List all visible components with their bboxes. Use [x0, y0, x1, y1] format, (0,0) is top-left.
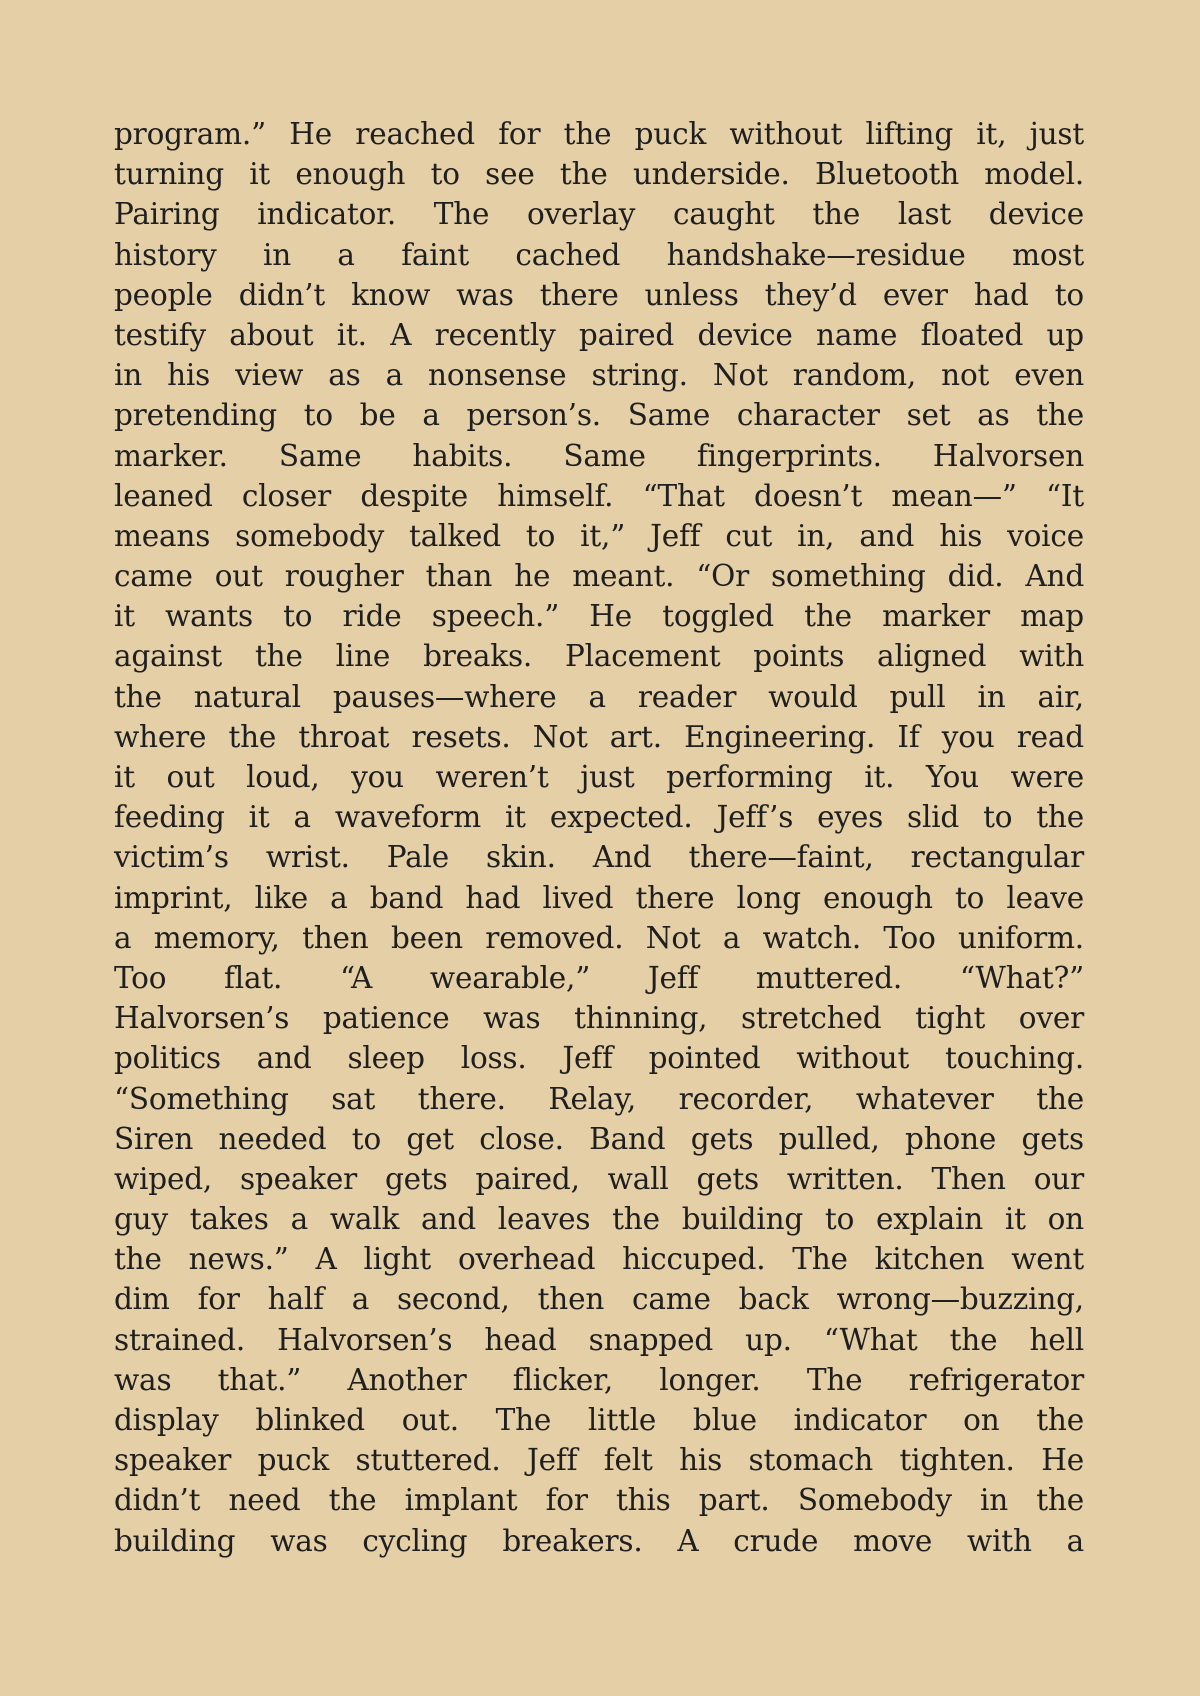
- text-line: wiped, speaker gets paired, wall gets written. Then our: [114, 1161, 1084, 1196]
- text-line: came out rougher than he meant. “Or something did. And: [114, 559, 1084, 594]
- text-line: Pairing indicator. The overlay caught the last device: [114, 197, 1084, 232]
- text-line: feeding it a waveform it expected. Jeff’s eyes slid to the: [114, 800, 1084, 835]
- text-line: didn’t need the implant for this part. Somebody in the: [114, 1483, 1084, 1518]
- text-line: program.” He reached for the puck without lifting it, just: [114, 117, 1084, 151]
- text-line: it wants to ride speech.” He toggled the marker map: [114, 599, 1084, 634]
- text-line: testify about it. A recently paired device name floated up: [114, 317, 1084, 352]
- text-line: in his view as a nonsense string. Not random, not even: [114, 358, 1084, 393]
- text-line: where the throat resets. Not art. Engineering. If you read: [114, 719, 1084, 754]
- text-line: pretending to be a person’s. Same character set as the: [114, 398, 1084, 433]
- text-line: dim for half a second, then came back wrong—buzzing,: [114, 1282, 1084, 1317]
- text-line: means somebody talked to it,” Jeff cut in, and his voice: [114, 518, 1084, 553]
- text-line: it out loud, you weren’t just performing it. You were: [114, 760, 1084, 794]
- text-line: the news.” A light overhead hiccuped. The kitchen went: [114, 1242, 1084, 1277]
- text-line: display blinked out. The little blue indicator on the: [114, 1403, 1084, 1437]
- text-line: people didn’t know was there unless they’d ever had to: [114, 277, 1084, 312]
- text-line: guy takes a walk and leaves the building to explain it on: [114, 1202, 1084, 1237]
- text-line: history in a faint cached handshake—residue most: [114, 237, 1084, 272]
- text-line: Siren needed to get close. Band gets pulled, phone gets: [114, 1121, 1084, 1156]
- text-line: victim’s wrist. Pale skin. And there—faint, rectangular: [114, 840, 1084, 875]
- text-line: Halvorsen’s patience was thinning, stretched tight over: [114, 1001, 1084, 1036]
- text-line: marker. Same habits. Same fingerprints. Halvorsen: [114, 438, 1084, 473]
- text-line: politics and sleep loss. Jeff pointed without touching.: [114, 1041, 1084, 1076]
- text-line: against the line breaks. Placement points aligned with: [114, 639, 1084, 674]
- text-line: building was cycling breakers. A crude move with a: [114, 1523, 1084, 1558]
- text-line: strained. Halvorsen’s head snapped up. “What the hell: [114, 1322, 1084, 1357]
- body-text: [114, 114, 1084, 1561]
- text-line: speaker puck stuttered. Jeff felt his stomach tighten. He: [114, 1443, 1084, 1478]
- text-line: the natural pauses—where a reader would pull in air,: [114, 679, 1084, 714]
- text-line: “Something sat there. Relay, recorder, whatever the: [114, 1081, 1084, 1116]
- text-line: was that.” Another flicker, longer. The refrigerator: [114, 1362, 1084, 1397]
- text-line: turning it enough to see the underside. Bluetooth model.: [114, 157, 1084, 192]
- text-line: leaned closer despite himself. “That doesn’t mean—” “It: [114, 478, 1084, 513]
- text-line: a memory, then been removed. Not a watch. Too uniform.: [114, 920, 1084, 955]
- text-line: imprint, like a band had lived there long enough to leave: [114, 880, 1084, 915]
- text-line: Too flat. “A wearable,” Jeff muttered. “What?”: [114, 960, 1084, 995]
